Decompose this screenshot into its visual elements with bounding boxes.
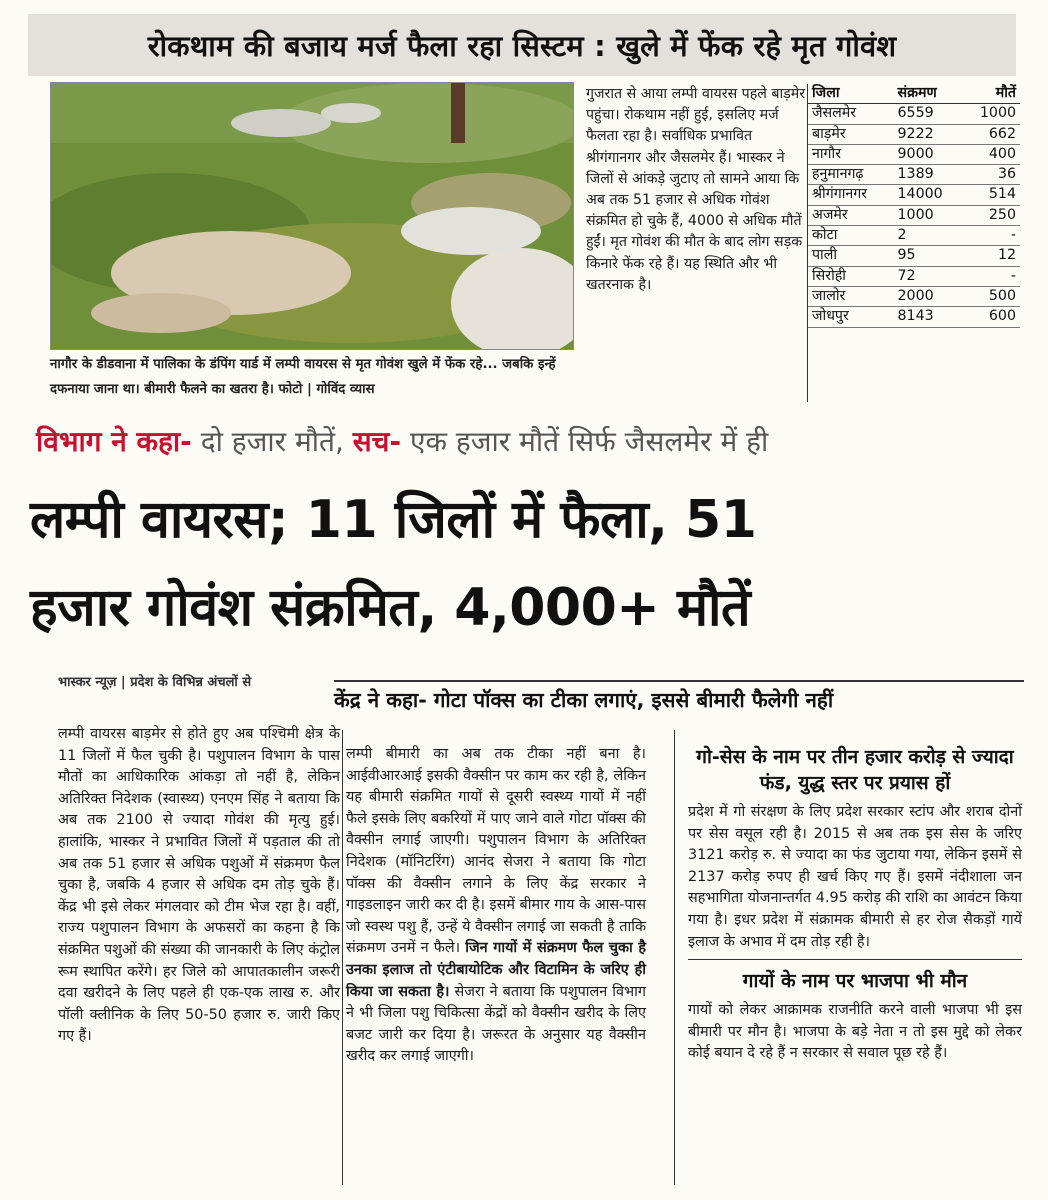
table-cell: 36 <box>997 166 1016 183</box>
table-row <box>808 145 1020 165</box>
table-row <box>808 267 1020 287</box>
col3-paragraph-1: प्रदेश में गो संरक्षण के लिए प्रदेश सरकार स्टांप और शराब दोनों पर सेस वसूल रही है। 2015 से अब तक इस सेस के जरिए 3121 करोड़ रु. से ज्यादा का फंड जुटाया गया, लेकिन इसमें से 2137 करोड़ रुपए ही खर्च किए गए हैं। इसमें नंदीशाला जन सहभागिता योजनान्तर्गत 4.95 करोड़ की राशि का आवंटन किया गया है। इधर प्रदेश में संक्रामक बीमारी से हर रोज सैकड़ों गायें इलाज के अभाव में दम तोड़ रही है। <box>688 804 1022 950</box>
col3-paragraph-2: गायों को लेकर आक्रामक राजनीति करने वाली भाजपा भी इस बीमारी पर मौन है। भाजपा के बड़े नेता न तो इस मुद्दे को लेकर कोई बयान दे रहे हैं न सरकार से सवाल पूछ रहे हैं। <box>688 1002 1022 1062</box>
table-cell: जोधपुर <box>812 308 849 325</box>
byline: भास्कर न्यूज़ | प्रदेश के विभिन्न अंचलों से <box>58 675 252 690</box>
column-divider <box>674 730 675 1185</box>
table-cell: 95 <box>897 247 916 264</box>
table-cell: श्रीगंगानगर <box>812 186 868 203</box>
table-cell: - <box>1010 227 1016 244</box>
table-header-row <box>808 84 1020 104</box>
table-cell: बाड़मेर <box>812 125 846 142</box>
table-row <box>808 185 1020 205</box>
table-row <box>808 307 1020 327</box>
table-cell: 2000 <box>897 287 934 304</box>
photo-caption: नागौर के डीडवाना में पालिका के डंपिंग यार्ड में लम्पी वायरस से मृत गोवंश खुले में फेंक रहे... जबकि इन्हें दफनाया जाना था। बीमारी फैलने का खतरा है। फोटो | गोविंद व्यास <box>50 357 556 397</box>
col3-heading-1: गो-सेस के नाम पर तीन हजार करोड़ से ज्यादा फंड, युद्ध स्तर पर प्रयास हों <box>696 746 1014 794</box>
article-column-1: लम्पी वायरस बाड़मेर से होते हुए अब पश्चिमी क्षेत्र के 11 जिलों में फैल चुकी है। पशुपालन विभाग के पास मौतों का आधिकारिक आंकड़ा तो नहीं है, लेकिन अतिरिक्त निदेशक (स्वास्थ्य) एनएम सिंह ने बताया कि अब तक 2100 से ज्यादा गोवंश की मृत्यु हुई। हालांकि, भास्कर ने प्रभावित जिलों में पड़ताल की तो अब तक 51 हजार से अधिक पशुओं में संक्रमण फैल चुका है, जबकि 4 हजार से अधिक दम तोड़ चुके हैं। केंद्र भी इसे लेकर मंगलवार को टीम भेज रहा है। वहीं, राज्य पशुपालन विभाग के अफसरों का कहना है कि संक्रमित पशुओं की संख्या की जानकारी के लिए कंट्रोल रूम स्थापित करेंगे। हर जिले को आपातकालीन जरूरी दवा खरीदने के लिए पहले ही एक-एक लाख रु. और पॉली क्लीनिक के लिए 50-50 हजार रु. जारी किए गए हैं। <box>58 726 340 1045</box>
table-cell: 250 <box>988 206 1016 223</box>
table-row <box>808 165 1020 185</box>
table-cell: 12 <box>997 247 1016 264</box>
col2-text-bold: जिन गायों में संक्रमण फैल चुका है उनका इलाज तो एंटीबायोटिक और विटामिन के जरिए ही किया जा सकता है। <box>346 940 646 1000</box>
table-cell: 6559 <box>897 105 934 122</box>
table-row <box>808 104 1020 124</box>
table-cell: 500 <box>988 287 1016 304</box>
table-cell: 400 <box>988 145 1016 162</box>
column-divider <box>342 730 343 1185</box>
truth-label: सच- <box>352 425 402 458</box>
table-cell: 1389 <box>897 166 934 183</box>
table-header-infected: संक्रमण <box>897 85 937 101</box>
table-cell: 662 <box>988 125 1016 142</box>
table-row <box>808 287 1020 307</box>
top-title-bar <box>28 14 1016 76</box>
col3-divider <box>688 959 1022 960</box>
table-cell: 72 <box>897 267 916 284</box>
table-cell: 1000 <box>897 206 934 223</box>
photo-dead-cattle-illustration <box>51 83 574 350</box>
col2-text-a: लम्पी बीमारी का अब तक टीका नहीं बना है। आईवीआरआई इसकी वैक्सीन पर काम कर रही है, लेकिन यह बीमारी संक्रमित गायों से दूसरी स्वस्थ्य गायों में नहीं फैले इसके लिए बकरियों में पाए जाने वाले गोटा पॉक्स की वैक्सीन लगाई जाएगी। पशुपालन विभाग के अतिरिक्त निदेशक (मॉनिटरिंग) आनंद सेजरा ने बताया कि गोटा पॉक्स की वैक्सीन लगाने के लिए केंद्र सरकार ने गाइडलाइन जारी कर दी है। इसमें बीमार गाय के आस-पास जो स्वस्थ पशु हैं, उन्हें ये वैक्सीन लगाई जा सकती है ताकि संक्रमण उनमें न फैले। <box>346 746 646 957</box>
table-cell: 1000 <box>979 105 1016 122</box>
headline-line-1: लम्पी वायरस; 11 जिलों में फैला, 51 <box>30 490 757 550</box>
news-photo <box>50 82 574 350</box>
table-cell: 14000 <box>897 186 943 203</box>
dept-label: विभाग ने कहा- <box>36 425 192 458</box>
table-cell: जैसलमेर <box>812 105 857 122</box>
table-cell: 514 <box>988 186 1016 203</box>
table-cell: कोटा <box>812 227 838 244</box>
table-cell: - <box>1010 267 1016 284</box>
table-row <box>808 206 1020 226</box>
article-column-2 <box>346 744 646 1188</box>
district-table <box>808 84 1020 402</box>
table-cell: अजमेर <box>812 206 848 223</box>
table-cell: 600 <box>988 308 1016 325</box>
truth-text: एक हजार मौतें सिर्फ जैसलमेर में ही <box>401 425 769 458</box>
table-row <box>808 125 1020 145</box>
table-cell: पाली <box>812 247 838 264</box>
headline-line-2: हजार गोवंश संक्रमित, 4,000+ मौतें <box>30 578 751 638</box>
article-column-3 <box>688 744 1022 1188</box>
dept-text: दो हजार मौतें, <box>191 425 353 458</box>
table-cell: 8143 <box>897 308 934 325</box>
top-title: रोकथाम की बजाय मर्ज फैला रहा सिस्टम : खुले में फेंक रहे मृत गोवंश <box>147 28 897 63</box>
table-cell: 9222 <box>897 125 934 142</box>
table-header-district: जिला <box>812 85 840 101</box>
main-headline <box>30 476 1030 658</box>
table-cell: नागौर <box>812 145 842 162</box>
col3-heading-2: गायों के नाम पर भाजपा भी मौन <box>742 970 968 993</box>
intro-paragraph: गुजरात से आया लम्पी वायरस पहले बाड़मेर पहुंचा। रोकथाम नहीं हुई, इसलिए मर्ज फैलता रहा है। सर्वाधिक प्रभावित श्रीगंगानगर और जैसलमेर हैं। भास्कर ने जिलों से आंकड़े जुटाए तो सामने आया कि अब तक 51 हजार से अधिक गोवंश संक्रमित हो चुके हैं, 4000 से अधिक मौतें हुईं। मृत गोवंश की मौत के बाद लोग सड़क किनारे फेंक रहे हैं। यह स्थिति और भी खतरनाक है। <box>586 86 806 293</box>
centre-subheadline: केंद्र ने कहा- गोटा पॉक्स का टीका लगाएं, इससे बीमारी फैलेगी नहीं <box>334 680 1024 718</box>
table-row <box>808 226 1020 246</box>
table-cell: 2 <box>897 227 907 244</box>
table-cell: हनुमानगढ़ <box>812 166 864 183</box>
table-row <box>808 246 1020 266</box>
col2-text-b: सेजरा ने बताया कि पशुपालन विभाग ने भी जिला पशु चिकित्सा केंद्रों को वैक्सीन खरीद के लिए बजट जारी कर दिया है। जरूरत के अनुसार यह वैक्सीन खरीद कर लगाई जाएगी। <box>346 983 646 1065</box>
table-header-deaths: मौतें <box>995 85 1016 101</box>
table-cell: 9000 <box>897 145 934 162</box>
table-cell: सिरोही <box>812 267 846 284</box>
table-cell: जालोर <box>812 287 846 304</box>
department-vs-truth-line <box>36 422 1026 470</box>
